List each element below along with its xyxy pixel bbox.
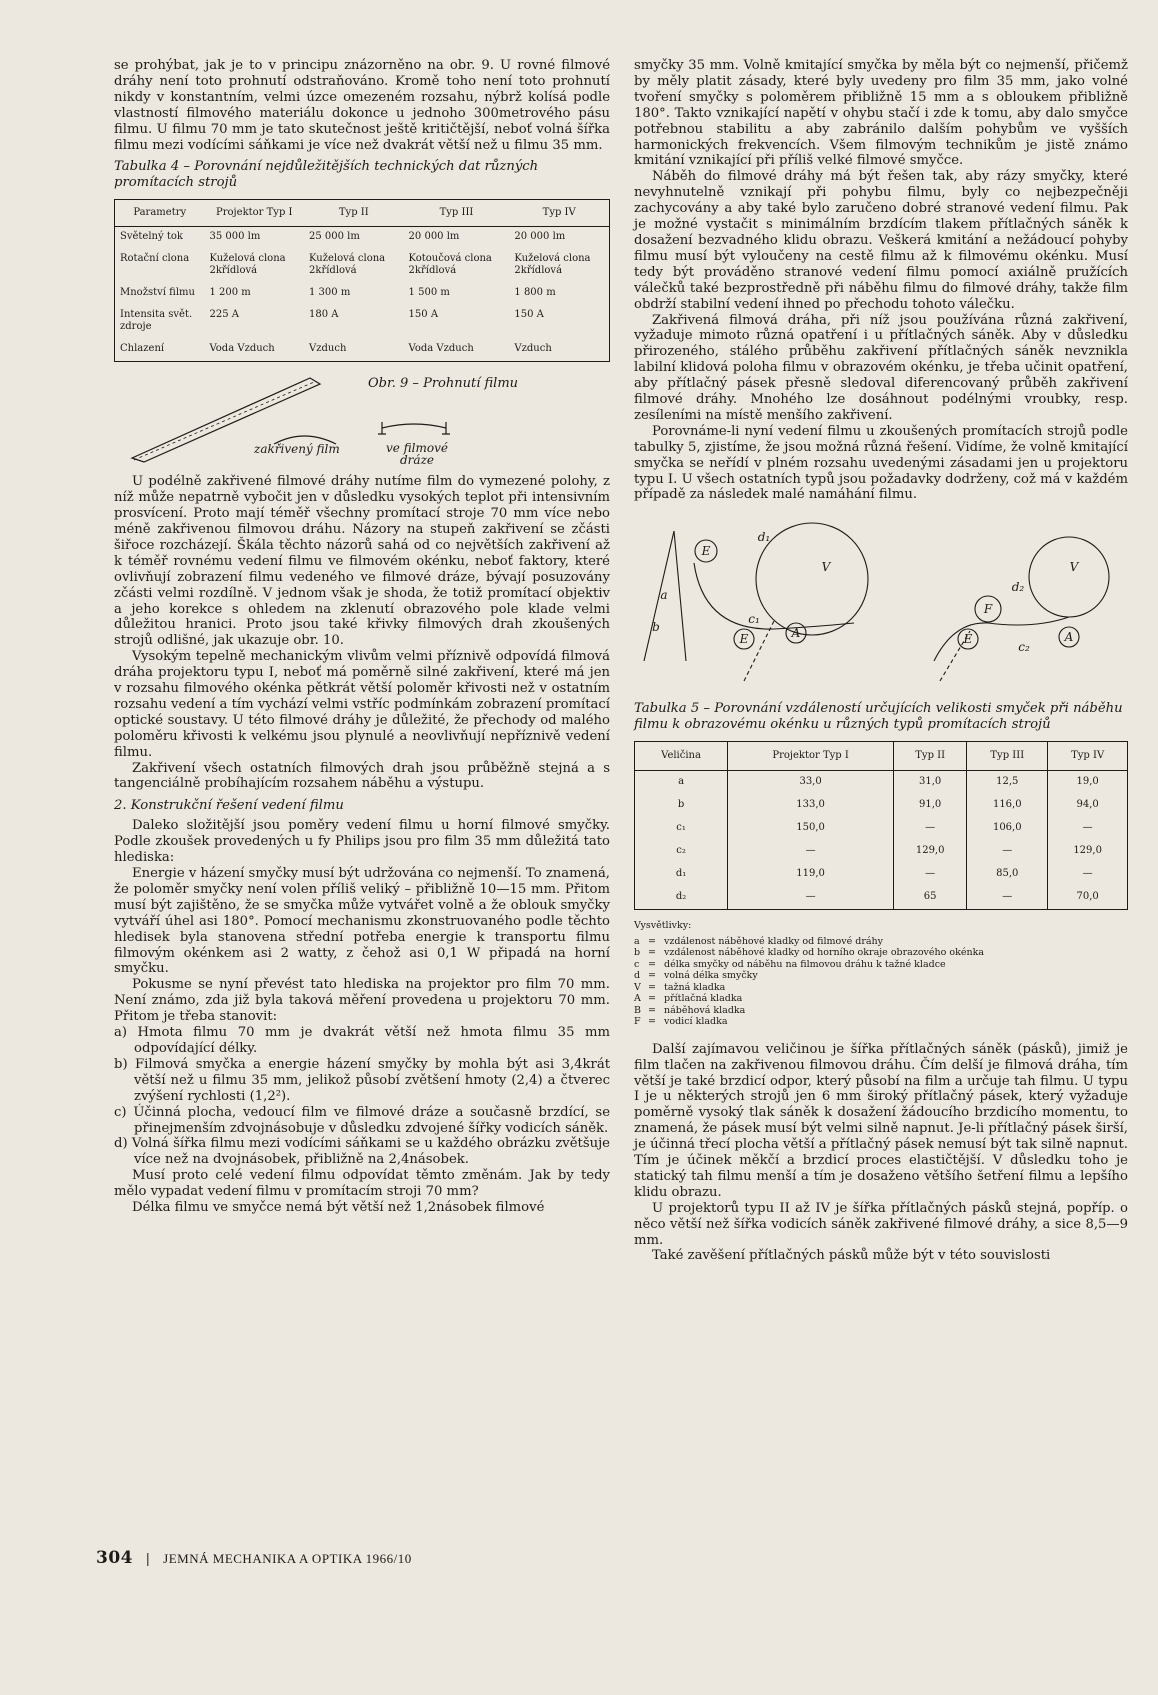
- diagram-label: F: [983, 602, 993, 617]
- legend-item: B = náběhová kladka: [634, 1004, 746, 1016]
- table-cell: 1 500 m: [408, 287, 450, 299]
- table-header-cell: Typ II: [894, 742, 967, 771]
- table-header-cell: Typ III: [404, 200, 510, 227]
- paragraph: Délka filmu ve smyčce nemá být větší než 1,2násobek filmové: [132, 1200, 545, 1216]
- legend-item: V = tažná kladka: [634, 981, 726, 993]
- table-header-cell: Veličina: [635, 742, 728, 771]
- table5-caption: Tabulka 5 – Porovnání vzdáleností určujících velikosti smyček při náběhu filmu k obrazovému okénku u různých typů promítacích strojů: [634, 701, 1123, 733]
- legend-value: tažná kladka: [664, 981, 726, 993]
- table-cell: 1 200 m: [209, 287, 251, 299]
- film-bending-drawing: [114, 372, 610, 468]
- film-in-track-arc: [382, 424, 446, 428]
- paragraph: smyčky 35 mm. Volně kmitající smyčka by měla být co nejmenší, přičemž by měly platit zásady, které byly uvedeny pro film 35 mm, jako volné tvoření smyčky s poloměrem přibližně 15 mm a s obloukem přibližně 180°. Takto vznikající napětí v ohybu stačí i zde k tomu, aby dalo smyčce potřebnou stabilitu a aby zabránilo dalším pohybům ve vyšších harmonických frekvencích. Všem filmovým technikům je jistě známo kmitání vznikající při příliš velké filmové smyčce.: [634, 58, 1128, 169]
- table-cell: 180 A: [309, 309, 339, 321]
- paragraph: se prohýbat, jak je to v principu znázorněno na obr. 9. U rovné filmové dráhy není toto prohnutí odstraňováno. Kromě toho není toto prohnutí nikdy v konstantním, velmi úzce omezeném rozsahu, nýbrž kolísá podle vlastností filmového materiálu dokonce u jednoho 300metrového pásu filmu. U filmu 70 mm je tato skutečnost ještě kritičtější, neboť volná šířka filmu mezi vodícími sáňkami je více než dvakrát větší než u filmu 35 mm.: [114, 58, 610, 153]
- right-column: [634, 58, 1128, 1264]
- table-cell: —: [1048, 817, 1128, 840]
- table-cell: c₁: [676, 822, 686, 834]
- table-cell: —: [1048, 863, 1128, 886]
- legend-key: V: [634, 981, 641, 993]
- legend-value: délka smyčky od náběhu na filmovou dráhu k tažné kladce: [664, 958, 946, 970]
- table-cell: —: [967, 840, 1048, 863]
- paragraph: Daleko složitější jsou poměry vedení filmu u horní filmové smyčky. Podle zkoušek provedených u fy Philips jsou pro film 35 mm důležitá tato hlediska:: [114, 818, 610, 866]
- table-cell: Kuželová clona 2křídlová: [209, 253, 286, 277]
- table-cell: Kuželová clona 2křídlová: [309, 253, 386, 277]
- legend-item: A = přítlačná kladka: [634, 993, 743, 1005]
- list: [114, 1025, 610, 1168]
- table-cell: 35 000 lm: [209, 231, 261, 243]
- table-row: [635, 886, 1128, 910]
- table-cell: Vzduch: [514, 343, 552, 355]
- table-cell: 33,0: [728, 771, 894, 795]
- table5-legend: [634, 920, 1128, 1028]
- paragraph: Náběh do filmové dráhy má být řešen tak, aby rázy smyčky, které nevyhnutelně vznikají při pohybu filmu, byly co nejbezpečněji zachycovány a aby také bylo zaručeno dobré stranové vedení filmu. Pak je možné vystačit s minimálním brzdícím tlakem přítlačných sáněk k dosažení bezvadného klidu obrazu. Veškerá kmitání a nežádoucí pohyby filmu musí být vyloučeny na cestě filmu až k filmovému okénku. Musí tedy být prováděno stranové vedení filmu pomocí axiálně pružících válečků také bezprostředně při náběhu filmu do filmové dráhy, takže film obdrží stabilní vedení ihned po přechodu tohoto válečku.: [634, 169, 1128, 312]
- table-header-cell: Projektor Typ I: [204, 200, 304, 227]
- figure-10: [634, 511, 1128, 691]
- legend-value: vzdálenost náběhové kladky od horního okraje obrazového okénka: [664, 947, 985, 959]
- diagram-label: E: [701, 544, 711, 559]
- table-cell: —: [894, 863, 967, 886]
- table-cell: —: [967, 886, 1048, 910]
- table-cell: 19,0: [1048, 771, 1128, 795]
- table-cell: d₁: [675, 868, 687, 880]
- legend-value: přítlačná kladka: [664, 993, 743, 1005]
- page-number: 304: [96, 1548, 133, 1568]
- diagram-label: A: [1064, 630, 1074, 645]
- table-cell: d₂: [675, 891, 687, 903]
- table-cell: Kotoučová clona 2křídlová: [408, 253, 492, 277]
- table-row: [115, 227, 610, 250]
- table-cell: 20 000 lm: [514, 231, 566, 243]
- paragraph: Zakřivení všech ostatních filmových drah jsou průběžně stejná a s tangenciálně probíhajícím rozsahem náběhu a výstupu.: [114, 760, 610, 792]
- table-row: [635, 840, 1128, 863]
- table-cell: 65: [894, 886, 967, 910]
- table-cell: 20 000 lm: [408, 231, 460, 243]
- legend-value: vzdálenost náběhové kladky od filmové dráhy: [664, 935, 884, 947]
- table-header-row: [635, 742, 1128, 771]
- diagram-label: E: [963, 632, 973, 647]
- diagram-label: E: [739, 632, 749, 647]
- table-header-cell: Typ II: [304, 200, 404, 227]
- table-cell: 129,0: [894, 840, 967, 863]
- diagram-label: a: [660, 588, 668, 603]
- table-row: [635, 863, 1128, 886]
- legend-value: volná délka smyčky: [664, 970, 758, 982]
- paragraph: Také zavěšení přítlačných pásků může být v této souvislosti: [652, 1248, 1051, 1264]
- table-row: [115, 339, 610, 362]
- figure-9: [114, 372, 610, 468]
- figure-9-label: ve filmové dráze: [385, 441, 449, 468]
- legend-value: náběhová kladka: [664, 1004, 746, 1016]
- legend-key: B: [634, 1004, 641, 1016]
- journal-name: JEMNÁ MECHANIKA A OPTIKA 1966/10: [163, 1551, 412, 1566]
- table-row: [635, 817, 1128, 840]
- list-item: c) Účinná plocha, vedoucí film ve filmové dráze a současně brzdící, se přinejmenším zdvojnásobuje v důsledku zdvojené šířky vodicích sáněk.: [114, 1104, 610, 1136]
- paragraph: Další zajímavou veličinou je šířka přítlačných sáněk (pásků), jimiž je film tlačen na zakřivenou filmovou dráhu. Čím delší je filmová dráha, tím větší je také brzdicí odpor, který působí na film a určuje tah filmu. U typu I je u některých strojů jen 6 mm široký přítlačný pásek, který vyžaduje poměrně vysoký tlak sáněk k dosažení žádoucího brzdicího momentu, to znamená, že pásek musí být velmi silně napnut. Je-li přítlačný pásek širší, je účinná třecí plocha větší a přítlačný pásek nemusí být tak silně napnut. Tím je účinek měkčí a brzdicí proces elastičtější. V důsledku toho je statický tah filmu menší a tím je dosaženo většího šetření filmu a lepšího klidu obrazu.: [634, 1041, 1128, 1200]
- table-row: [115, 249, 610, 283]
- table-cell: b: [677, 799, 685, 811]
- table-cell: 1 800 m: [514, 287, 556, 299]
- paragraph: Energie v házení smyčky musí být udržována co nejmenší. To znamená, že poloměr smyčky není volen příliš veliký – přibližně 10—15 mm. Přitom musí být zajištěno, že se smyčka může vytvářet volně a že oblouk smyčky vytváří úhel asi 180°. Pomocí mechanismu zkonstruovaného podle těchto hledisek byla stanovena střední potřeba energie k transportu filmu filmovým okénkem asi 2 watty, z čehož asi 0,1 W připadá na horní smyčku.: [114, 866, 610, 977]
- paragraph: Musí proto celé vedení filmu odpovídat těmto změnám. Jak by tedy mělo vypadat vedení filmu v promítacím stroji 70 mm?: [114, 1168, 610, 1200]
- table-cell: 70,0: [1048, 886, 1128, 910]
- legend-item: d = volná délka smyčky: [634, 970, 758, 982]
- diagram-label: d₁: [757, 530, 771, 545]
- diagram-label: d₂: [1011, 580, 1025, 595]
- table-cell: 225 A: [209, 309, 239, 321]
- table-header-row: [115, 200, 610, 227]
- table-cell: 91,0: [894, 794, 967, 817]
- diagram-label: A: [791, 626, 801, 641]
- legend-item: b = vzdálenost náběhové kladky od horního okraje obrazového okénka: [634, 947, 985, 959]
- table-cell: Rotační clona: [120, 253, 190, 265]
- legend-key: a: [634, 935, 640, 947]
- diagram-label: b: [652, 620, 660, 635]
- list-item: d) Volná šířka filmu mezi vodícími sáňkami se u každého obrázku zvětšuje více než na dvojnásobek, přibližně na 2,4násobek.: [114, 1136, 610, 1168]
- table-cell: 85,0: [967, 863, 1048, 886]
- legend-item: F = vodicí kladka: [634, 1016, 728, 1028]
- legend-key: A: [634, 993, 641, 1005]
- page-footer: 304 | JEMNÁ MECHANIKA A OPTIKA 1966/10: [96, 1548, 412, 1568]
- table-cell: Kuželová clona 2křídlová: [514, 253, 591, 277]
- table-header-cell: Typ IV: [1048, 742, 1128, 771]
- table-header-cell: Typ IV: [509, 200, 609, 227]
- table-cell: 106,0: [967, 817, 1048, 840]
- table-cell: Vzduch: [309, 343, 347, 355]
- table-cell: 150,0: [728, 817, 894, 840]
- table-cell: Intensita svět. zdroje: [120, 309, 193, 333]
- legend-value: vodicí kladka: [664, 1016, 728, 1028]
- table-cell: 150 A: [408, 309, 439, 321]
- table-cell: Chlazení: [120, 343, 165, 355]
- paragraph: Zakřivená filmová dráha, při níž jsou používána různá zakřivení, vyžaduje mimoto různá opatření i u přítlačných sáněk. Aby v důsledku přirozeného, stálého průběhu zakřivení přítlačných sáněk nevznikla labilní klidová poloha filmu v obrazovém okénku, je třeba učinit opatření, aby přítlačný pásek přesně sledoval diferencovaný průběh zakřivení filmové dráhy. Mnohého lze dosáhnout podélnými vroubky, resp. zesíleními na místě menšího zakřivení.: [634, 312, 1128, 423]
- figure-9-label: zakřivený film: [254, 442, 340, 457]
- table-cell: 12,5: [967, 771, 1048, 795]
- left-column: [114, 58, 610, 1216]
- legend-item: a = vzdálenost náběhové kladky od filmové dráhy: [634, 935, 884, 947]
- table4: [114, 199, 610, 362]
- table-row: [635, 771, 1128, 795]
- table-cell: —: [728, 840, 894, 863]
- table-cell: 94,0: [1048, 794, 1128, 817]
- table-header-cell: Projektor Typ I: [728, 742, 894, 771]
- table-row: [115, 283, 610, 305]
- diagram-label: c₂: [1018, 640, 1030, 655]
- legend-title: Vysvětlivky:: [634, 920, 692, 932]
- table-cell: 119,0: [728, 863, 894, 886]
- legend-item: c = délka smyčky od náběhu na filmovou dráhu k tažné kladce: [634, 958, 946, 970]
- table-row: [635, 794, 1128, 817]
- table-cell: —: [894, 817, 967, 840]
- film-path-diagram: [634, 511, 1128, 691]
- paragraph: U projektorů typu II až IV je šířka přítlačných pásků stejná, popříp. o něco větší než šířka vodicích sáněk zakřivené filmové dráhy, a sice 8,5—9 mm.: [634, 1200, 1128, 1248]
- table-cell: Voda Vzduch: [209, 343, 275, 355]
- table-row: [115, 305, 610, 339]
- table-cell: 133,0: [728, 794, 894, 817]
- table-cell: c₂: [676, 845, 686, 857]
- table-cell: 1 300 m: [309, 287, 351, 299]
- paragraph: Pokusme se nyní převést tato hlediska na projektor pro film 70 mm. Není známo, zda již byla taková měření provedena u projektoru 70 mm. Přitom je třeba stanovit:: [114, 977, 610, 1025]
- figure-9-caption: Obr. 9 – Prohnutí filmu: [368, 376, 519, 392]
- legend-key: d: [634, 970, 641, 982]
- list-item: a) Hmota filmu 70 mm je dvakrát větší než hmota filmu 35 mm odpovídající délky.: [114, 1025, 610, 1056]
- paragraph: Porovnáme-li nyní vedení filmu u zkoušených promítacích strojů podle tabulky 5, zjistíme, že jsou možná různá řešení. Vidíme, že volně kmitající smyčka se neřídí v plném rozsahu uvedenými zásadami jen u projektoru typu I. U všech ostatních typů jsou požadavky dodrženy, což má v každém případě za následek malé namáhání filmu.: [634, 423, 1128, 503]
- list-item: b) Filmová smyčka a energie házení smyčky by mohla být asi 3,4krát větší než u filmu 35 mm, jelikož působí zvětšení hmoty (2,4) a čtverec zvýšení rychlosti (1,2²).: [114, 1056, 610, 1104]
- table4-caption: Tabulka 4 – Porovnání nejdůležitějších technických dat různých promítacích strojů: [114, 159, 539, 191]
- table-cell: —: [728, 886, 894, 910]
- table-cell: a: [678, 776, 685, 788]
- legend-key: b: [634, 947, 641, 959]
- table-cell: Světelný tok: [120, 231, 183, 243]
- table-header-cell: Parametry: [115, 200, 205, 227]
- table-cell: Voda Vzduch: [408, 343, 474, 355]
- table-cell: 31,0: [894, 771, 967, 795]
- table-cell: 116,0: [967, 794, 1048, 817]
- paragraph: Vysokým tepelně mechanickým vlivům velmi příznivě odpovídá filmová dráha projektoru typu I, neboť má poměrně silné zakřivení, které má jen v rozsahu filmového okénka pětkrát větší poloměr křivosti než v ostatním rozsahu vedení a tím vychází velmi vstříc podmínkám zobrazení promítací optické soustavy. U této filmové dráhy je důležité, že přechody od malého poloměru křivosti k velkému jsou plynulé a neovlivňují nepříznivě vedení filmu.: [114, 649, 610, 760]
- table-cell: 129,0: [1048, 840, 1128, 863]
- table-cell: 25 000 lm: [309, 231, 360, 243]
- legend-key: F: [634, 1016, 641, 1028]
- table-header-cell: Typ III: [967, 742, 1048, 771]
- paragraph: U podélně zakřivené filmové dráhy nutíme film do vymezené polohy, z níž může nepatrně vybočit jen v důsledku vysokých teplot při intensivním prosvícení. Proto mají téměř všechny promítací stroje 70 mm více nebo méně zakřivenou filmovou dráhu. Názory na stupeň zakřivení se zčásti šiřoce rozcházejí. Škála těchto názorů sahá od co největších zakřivení až k téměř rovnému vedení filmu ve filmovém okénku, neboť faktory, které ovlivňují zobrazení filmu vedeného ve filmové dráze, bývají posuzovány zčásti velmi rozdílně. V jednom však je shoda, že totiž promítací objektiv a jeho korekce s ohledem na zklenutí obrazového pole klade velmi důležitou hranici. Proto jsou také křivky filmových drah zkoušených strojů odlišné, jak ukazuje obr. 10.: [114, 474, 610, 649]
- diagram-label: V: [1069, 560, 1079, 575]
- legend-key: c: [634, 958, 640, 970]
- table-cell: 150 A: [514, 309, 544, 321]
- table5: [634, 741, 1128, 910]
- diagram-label: c₁: [748, 612, 760, 627]
- section-heading: 2. Konstrukční řešení vedení filmu: [114, 798, 344, 814]
- table-cell: Množství filmu: [120, 287, 195, 299]
- diagram-label: V: [821, 560, 831, 575]
